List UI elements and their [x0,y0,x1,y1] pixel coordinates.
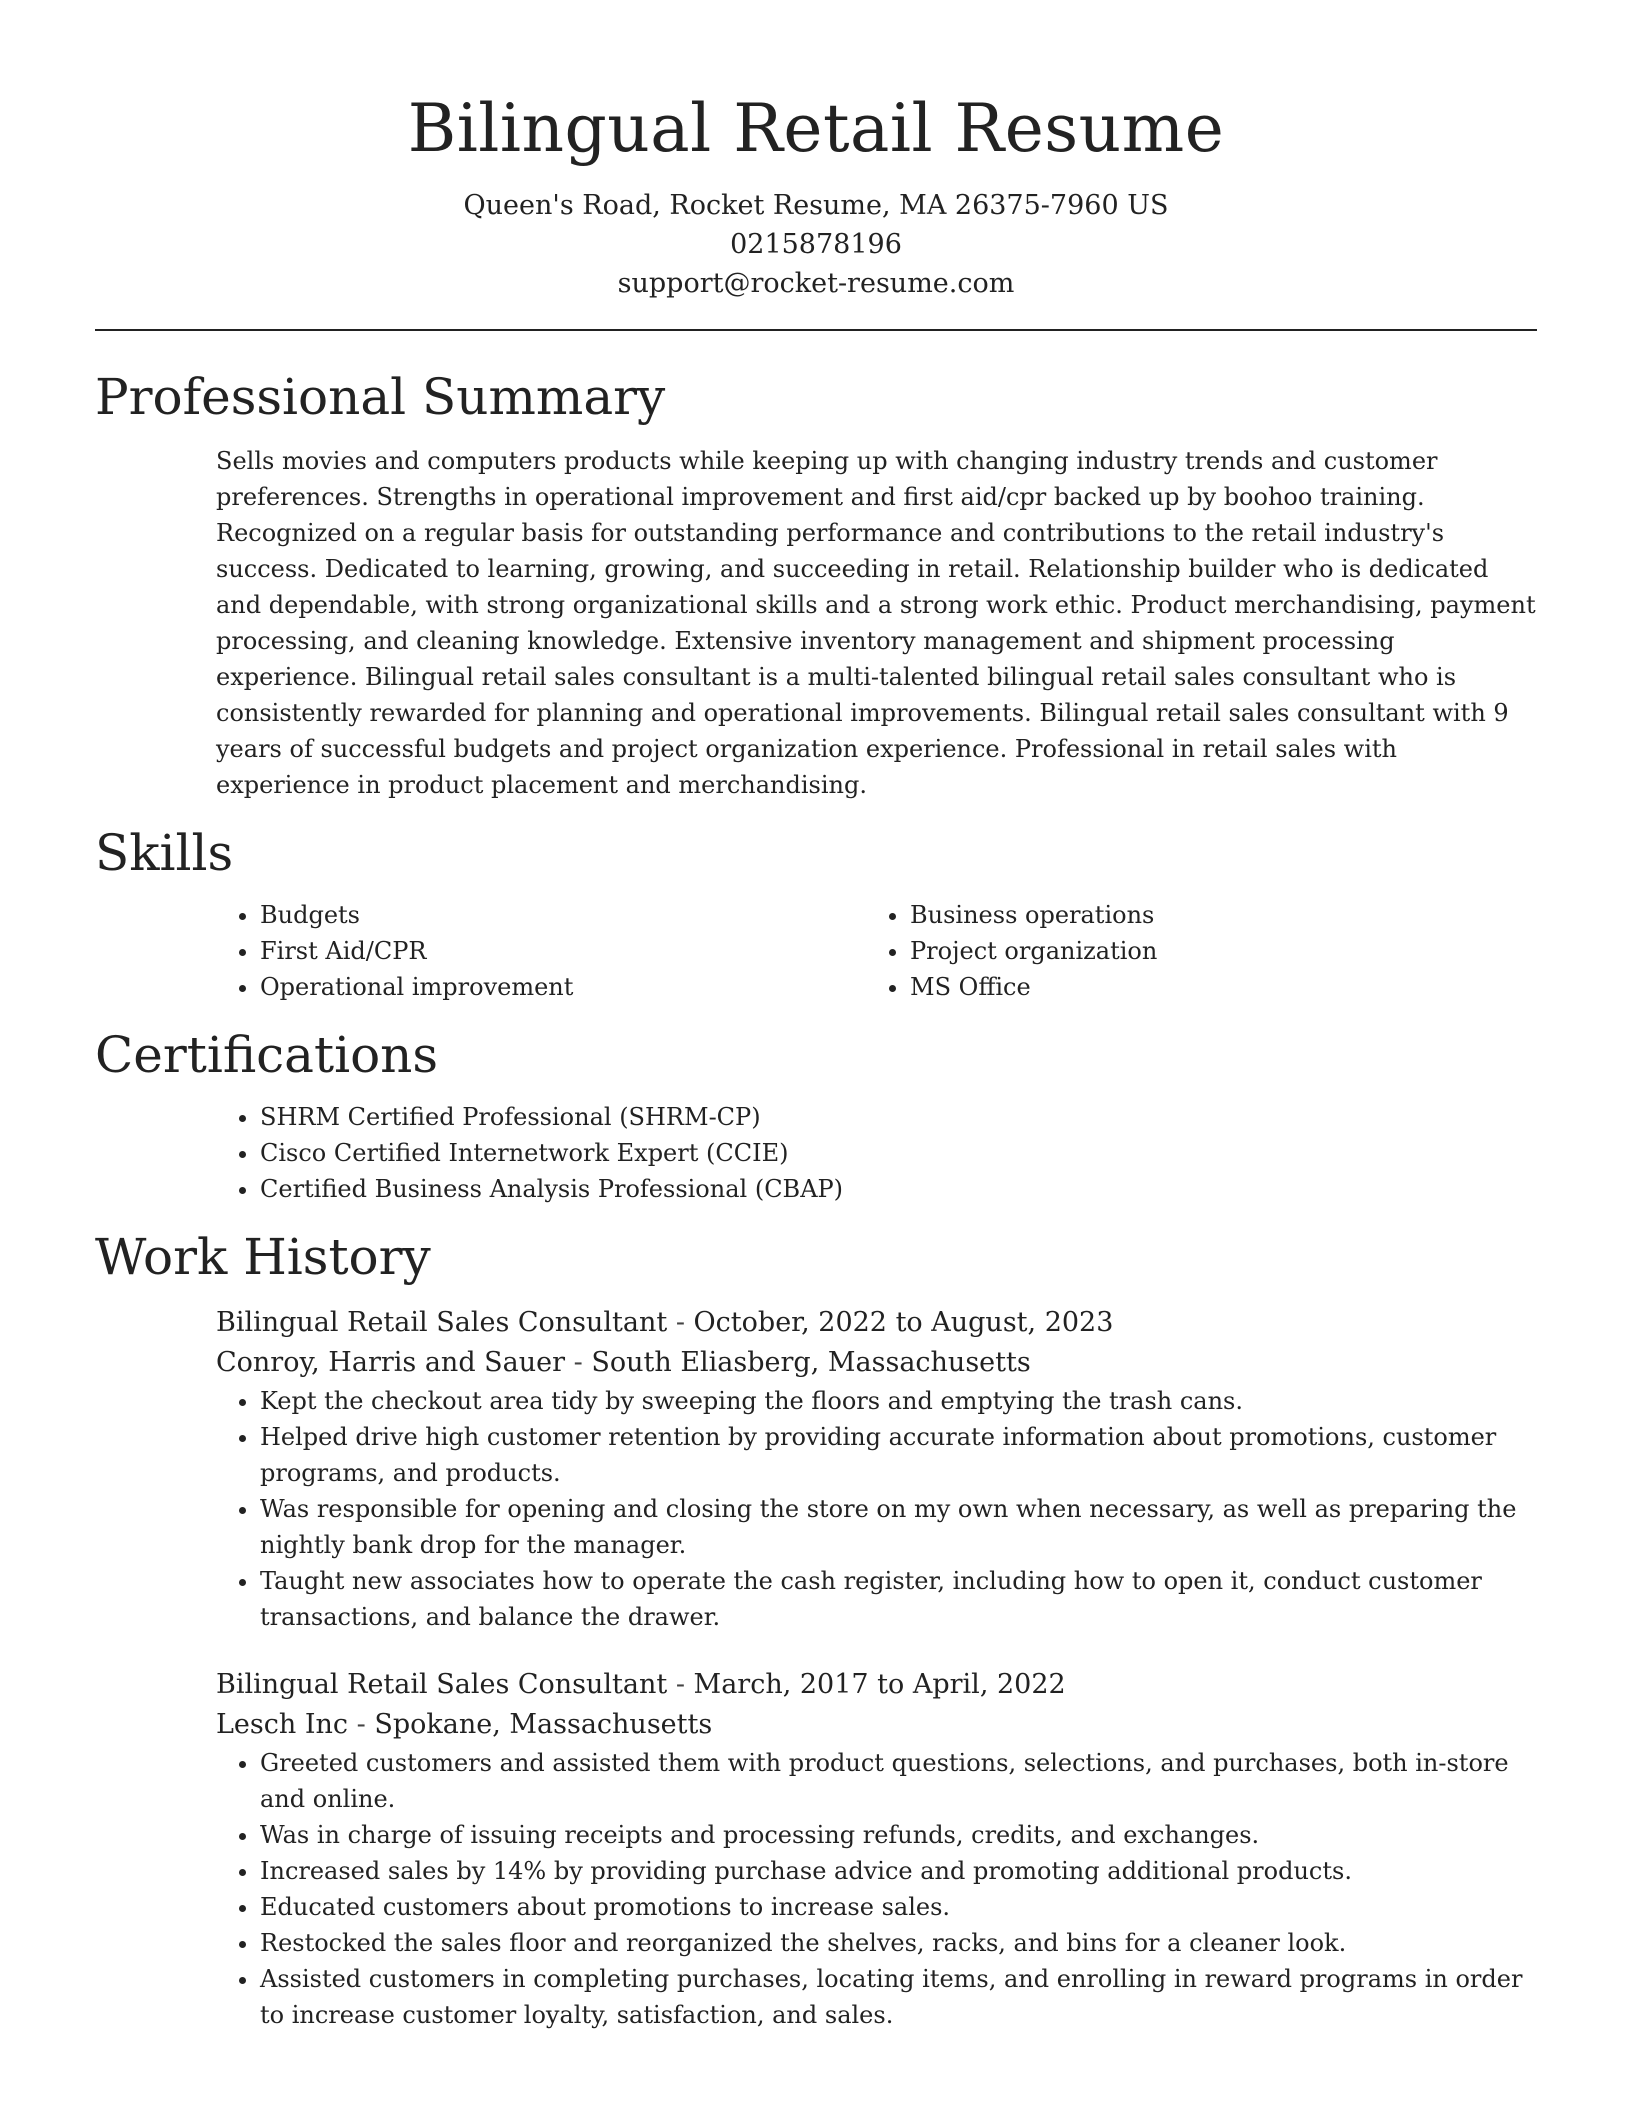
skills-list [216,897,1537,1005]
header-divider [95,329,1537,331]
job-title-line: Bilingual Retail Sales Consultant - March, 2017 to April, 2022 [216,1669,1066,1700]
summary-heading: Professional Summary [95,368,666,426]
skills-column-right [866,897,1516,1005]
certifications-list [216,1099,1537,1207]
certification-item: • Certified Business Analysis Professional (CBAP) [260,1171,1537,1207]
certification-item: • Cisco Certified Internetwork Expert (CCIE) [260,1135,1537,1171]
summary-text: Sells movies and computers products while keeping up with changing industry trends and customer preferences. Strengths in operational improvement and first aid/cpr backed up by boohoo training. Recognized on a regular basis for outstanding performance and contributions to the retail industry's success. Dedicated to learning, growing, and succeeding in retail. Relationship builder who is dedicated and dependable, with strong organizational skills and a strong work ethic. Product merchandising, payment processing, and cleaning knowledge. Extensive inventory management and shipment processing experience. Bilingual retail sales consultant is a multi-talented bilingual retail sales consultant who is consistently rewarded for planning and operational improvements. Bilingual retail sales consultant with 9 years of successful budgets and project organization experience. Professional in retail sales with experience in product placement and merchandising. [216,447,1536,799]
job-dates: March, 2017 to April, 2022 [693,1669,1066,1700]
job-company: Conroy, Harris and Sauer [216,1347,566,1378]
job-duty-item: • Was responsible for opening and closing the store on my own when necessary, as well as preparing the nightly bank drop for the manager. [260,1491,1537,1563]
contact-address: Queen's Road, Rocket Resume, MA 26375-7960 US [463,190,1169,221]
skill-item: • Operational improvement [260,969,866,1005]
certifications-heading: Certifications [95,1026,439,1084]
job-duty-item: • Helped drive high customer retention by providing accurate information about promotions, customer programs, and products. [260,1419,1537,1491]
resume-title: Bilingual Retail Resume [407,90,1225,167]
job-duty-item: • Greeted customers and assisted them with product questions, selections, and purchases, both in-store and online. [260,1745,1537,1817]
job-entry [216,1665,1537,2033]
job-duty-item: • Was in charge of issuing receipts and processing refunds, credits, and exchanges. [260,1817,1537,1853]
job-location: South Eliasberg, Massachusetts [591,1347,1031,1378]
skill-item: • First Aid/CPR [260,933,866,969]
contact-email: support@rocket-resume.com [617,268,1015,299]
job-dates: October, 2022 to August, 2023 [693,1307,1114,1338]
work-history-heading: Work History [95,1228,431,1286]
skill-item: • Budgets [260,897,866,933]
job-duty-item: • Kept the checkout area tidy by sweeping the floors and emptying the trash cans. [260,1383,1537,1419]
skill-item: • Business operations [910,897,1516,933]
skill-item: • Project organization [910,933,1516,969]
job-entry [216,1303,1537,1635]
job-location: Spokane, Massachusetts [374,1709,713,1740]
resume-header [95,0,1537,303]
job-duties [216,1745,1537,2033]
skills-heading: Skills [95,824,234,882]
job-duty-item: • Educated customers about promotions to increase sales. [260,1889,1537,1925]
job-company-line: Lesch Inc - Spokane, Massachusetts [216,1709,713,1740]
job-duty-item: • Assisted customers in completing purchases, locating items, and enrolling in reward programs in order to increase customer loyalty, satisfaction, and sales. [260,1961,1537,2033]
job-duty-item: • Taught new associates how to operate the cash register, including how to open it, conduct customer transactions, and balance the drawer. [260,1563,1537,1635]
skill-item: • MS Office [910,969,1516,1005]
job-duties [216,1383,1537,1635]
job-duty-item: • Restocked the sales floor and reorganized the shelves, racks, and bins for a cleaner look. [260,1925,1537,1961]
resume-page [95,0,1537,2033]
contact-phone: 0215878196 [730,229,902,260]
job-title: Bilingual Retail Sales Consultant [216,1669,668,1700]
job-title-line: Bilingual Retail Sales Consultant - October, 2022 to August, 2023 [216,1307,1114,1338]
skills-column-left [216,897,866,1005]
certification-item: • SHRM Certified Professional (SHRM-CP) [260,1099,1537,1135]
job-company: Lesch Inc [216,1709,349,1740]
job-title: Bilingual Retail Sales Consultant [216,1307,668,1338]
job-duty-item: • Increased sales by 14% by providing purchase advice and promoting additional products. [260,1853,1537,1889]
job-company-line: Conroy, Harris and Sauer - South Eliasberg, Massachusetts [216,1347,1031,1378]
contact-block [95,186,1537,303]
